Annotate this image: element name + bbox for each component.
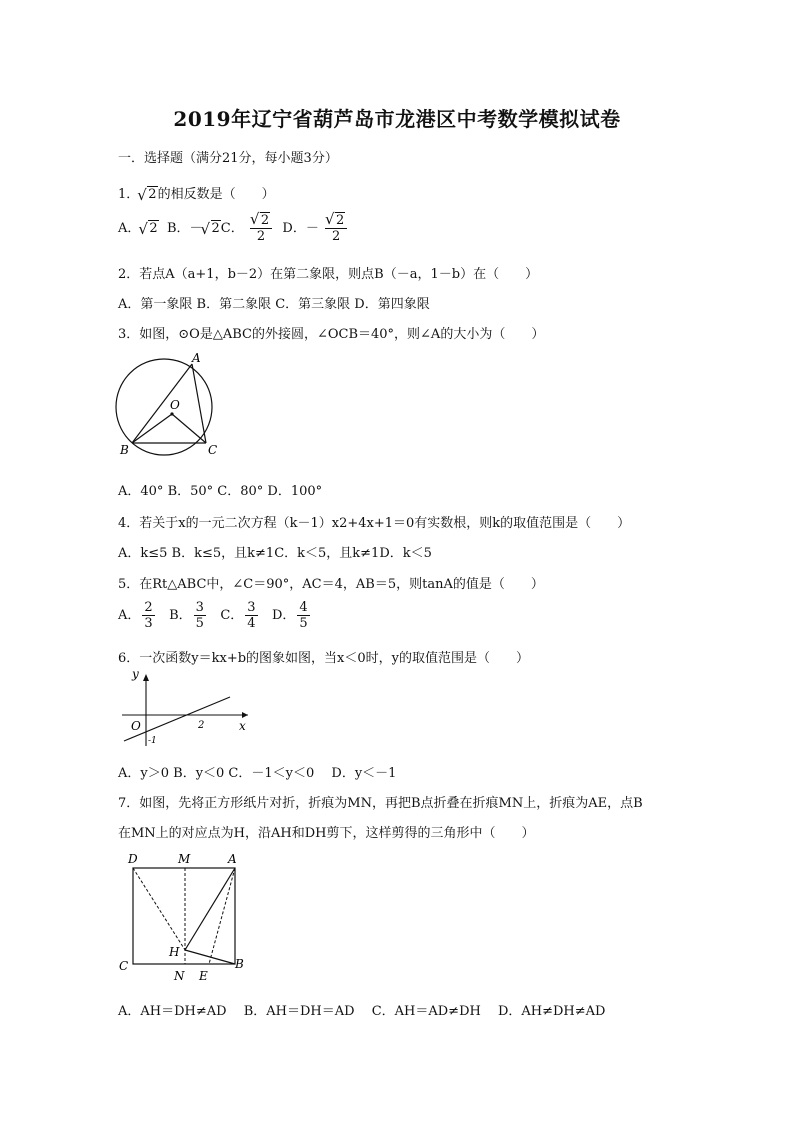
option-a-sqrt: √ 2 [140,221,158,236]
label-o: O [170,398,180,412]
segment-ah [185,868,235,950]
question-4-options: A．k≤5 B．k≤5，且k≠1C．k＜5，且k≠1D．k＜5 [118,546,432,561]
segment-oc [172,414,206,443]
label-a: A [228,852,237,866]
segment-ob [132,414,172,443]
segment-ab [132,364,192,443]
question-6-options: A．y＞0 B．y＜0 C．－1＜y＜0 D．y＜－1 [118,766,397,781]
label-n: N [174,969,185,983]
question-3-stem: 3．如图，⊙O是△ABC的外接圆，∠OCB＝40°，则∠A的大小为（ ） [118,327,545,342]
label-h: H [169,945,180,959]
question-1-stem: 1．√ 2的相反数是（ ） [118,183,275,202]
option-d-fraction: √ $\frac{2}{2}$ [325,213,347,244]
question-7-stem-line1: 7．如图，先将正方形纸片对折，折痕为MN，再把B点折叠在折痕MN上，折痕为AE，点B [118,796,643,811]
question-7-stem-line2: 在MN上的对应点为H，沿AH和DH剪下，这样剪得的三角形中（ ） [118,826,535,841]
label-e: E [199,969,208,983]
y-axis-arrow [143,674,149,681]
question-3-options: A．40° B．50° C．80° D．100° [118,484,323,499]
question-2-stem: 2．若点A（a+1，b－2）在第二象限，则点B（－a，1－b）在（ ） [118,267,539,282]
segment-ac [192,364,206,443]
question-5-stem: 5．在Rt△ABC中，∠C＝90°，AC＝4，AB＝5，则tanA的值是（ ） [118,577,544,592]
segment-dh [133,868,185,950]
option-b-sqrt: √ 2 [203,221,221,236]
x-intercept-label: 2 [198,720,205,731]
linear-function-graph [118,670,258,748]
circle-triangle-figure [112,350,227,460]
y-intercept-label: -1 [148,736,157,746]
circumcircle [116,359,212,455]
label-b: B [235,957,244,971]
label-c: C [119,959,129,973]
label-a: A [192,351,201,365]
question-2-options: A．第一象限 B．第二象限 C．第三象限 D．第四象限 [118,297,430,312]
y-axis-label: y [132,670,139,681]
x-axis-label: x [239,719,246,733]
question-1-options: A．√ 2 B．－√ 2C． √ $\frac{2}{2}$ D．－ √ $\frac{2}{2}$ [118,213,349,244]
segment-ae [209,868,235,964]
origin-label: O [131,719,141,733]
sqrt-symbol: √ 2 [139,187,157,202]
square-outline [133,868,235,964]
square-fold-figure [115,850,255,990]
option-b-fraction: $\frac{3}{5}$ [195,600,204,631]
label-b: B [120,443,129,457]
label-d: D [128,852,138,866]
option-a-fraction: $\frac{2}{3}$ [144,600,153,631]
center-point [170,412,173,415]
x-axis-arrow [242,712,248,718]
label-c: C [208,443,218,457]
option-c-fraction: √ $\frac{2}{2}$ [250,213,272,244]
exam-title: 2019年辽宁省葫芦岛市龙港区中考数学模拟试卷 [173,107,621,131]
option-d-fraction: $\frac{4}{5}$ [299,600,308,631]
section-heading: 一．选择题（满分21分，每小题3分） [118,151,338,166]
option-c-fraction: $\frac{3}{4}$ [247,600,256,631]
question-6-stem: 6．一次函数y＝kx+b的图象如图，当x＜0时，y的取值范围是（ ） [118,651,529,666]
label-m: M [178,852,191,866]
question-5-options: A． $\frac{2}{3}$ B． $\frac{3}{5}$ C． $\frac{3}{4}$ D． $\frac{4}{5}$ [118,600,308,631]
question-4-stem: 4．若关于x的一元二次方程（k－1）x2+4x+1＝0有实数根，则k的取值范围是（ ） [118,516,631,531]
question-7-options: A．AH＝DH≠AD B．AH＝DH＝AD C．AH＝AD≠DH D．AH≠DH≠AD [118,1004,606,1019]
